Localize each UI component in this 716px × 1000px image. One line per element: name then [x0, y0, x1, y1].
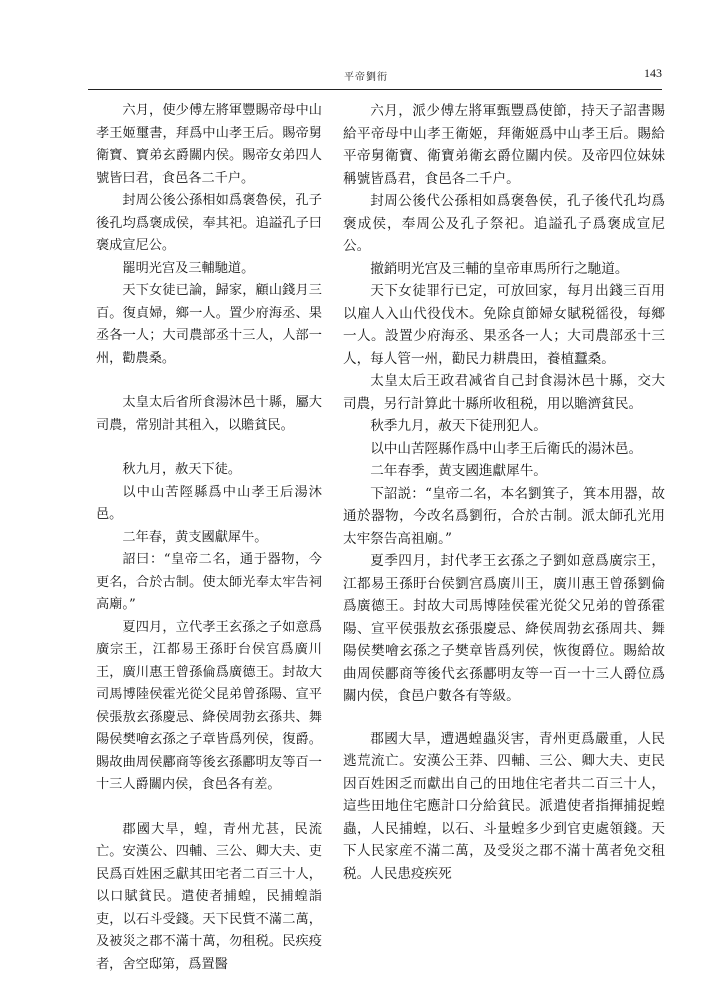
- right-paragraph: 下詔説：“皇帝二名，本名劉箕子，箕本用器，故通於器物，今改名爲劉衎，合於古制。派太師孔光用太牢祭告高祖廟。”: [343, 485, 665, 547]
- left-paragraph: 罷明光宫及三輔馳道。: [122, 260, 255, 276]
- left-paragraph: 二年春，黄支國獻犀牛。: [122, 529, 268, 545]
- right-paragraph: 撤銷明光宫及三輔的皇帝車馬所行之馳道。: [370, 260, 629, 277]
- left-paragraph: 秋九月，赦天下徒。: [122, 462, 242, 477]
- header-rule: [88, 89, 662, 90]
- running-title: 平帝劉衎: [344, 72, 388, 83]
- right-paragraph: 太皇太后王政君减省自己封食湯沐邑十縣，交大司農，另行計算此十縣所收租税，用以贍濟貧民。: [343, 373, 665, 412]
- left-paragraph: 夏四月，立代孝王玄孫之子如意爲廣宗王，江都易王孫盱台侯宫爲廣川王，廣川惠王曾孫倫爲廣德王。封故大司馬博陸侯霍光從父昆弟曾孫陽、宣平侯張敖玄孫慶忌、絳侯周勃玄孫共、舞陽侯樊噲玄孫之子章皆爲列侯，復爵。賜故曲周侯酈商等後玄孫酈明友等百一十三人爵關内侯，食邑各有差。: [96, 619, 322, 792]
- classical-text-column: [96, 100, 322, 980]
- right-paragraph: 夏季四月，封代孝王玄孫之子劉如意爲廣宗王，江都易王孫盱台侯劉宫爲廣川王，廣川惠王曾孫劉倫爲廣德王。封故大司馬博陸侯霍光從父兄弟的曾孫霍陽、宣平侯張敖玄孫張慶忌、絳侯周勃玄孫周共、舞陽侯樊噲玄孫之子樊章皆爲列侯，恢復爵位。賜給故曲周侯酈商等後代玄孫酈明友等一百一十三人爵位爲關内侯，食邑户數各有等級。: [343, 553, 665, 704]
- right-paragraph: 秋季九月，赦天下徒刑犯人。: [370, 418, 547, 434]
- right-paragraph: 封周公後代公孫相如爲褒魯侯，孔子後代孔均爲褒成侯，奉周公及孔子祭祀。追謚孔子爲褒成宣尼公。: [343, 193, 665, 254]
- right-paragraph: 二年春季，黄支國進獻犀牛。: [370, 463, 547, 479]
- left-paragraph: 以中山苦陘縣爲中山孝王后湯沐邑。: [96, 484, 322, 522]
- left-paragraph: 封周公後公孫相如爲褒魯侯，孔子後孔均爲褒成侯，奉其祀。追謚孔子曰褒成宣尼公。: [96, 193, 322, 253]
- left-paragraph: 六月，使少傅左將軍豐賜帝母中山孝王姬璽書，拜爲中山孝王后。賜帝舅衛寶、寶弟玄爵關内侯。賜帝女弟四人號皆曰君，食邑各二千户。: [96, 103, 322, 186]
- right-paragraph: 六月，派少傅左將軍甄豐爲使節，持天子詔書賜給平帝母中山孝王衛姬，拜衛姬爲中山孝王后。賜給平帝舅衛寶、衛寶弟衛玄爵位關内侯。及帝四位妹妹稱號皆爲君，食邑各二千户。: [343, 103, 665, 187]
- left-paragraph: 太皇太后省所食湯沐邑十縣，屬大司農，常别計其租入，以贍貧民。: [96, 395, 322, 433]
- left-paragraph: 天下女徒已論，歸家，顧山錢月三百。復貞婦，鄉一人。置少府海丞、果丞各一人；大司農部丞十三人，人部一州，勸農桑。: [96, 283, 322, 366]
- right-paragraph: 天下女徒罪行已定，可放回家，每月出錢三百用以雇人入山代役伐木。免除貞節婦女賦税徭役，每鄉一人。設置少府海丞、果丞各一人；大司農部丞十三人，每人管一州，勸民力耕農田，養植蠶桑。: [343, 283, 665, 367]
- left-paragraph: 郡國大旱，蝗，青州尤甚，民流亡。安漢公、四輔、三公、卿大夫、吏民爲百姓困乏獻其田宅者二百三十人，以口賦貧民。遣使者捕蝗，民捕蝗詣吏，以石斗受錢。天下民貲不滿二萬，及被災之郡不滿十萬，勿租税。民疾疫者，舍空邸第，爲置醫: [96, 821, 322, 972]
- page-number: 143: [644, 66, 662, 80]
- left-paragraph: 詔曰：“皇帝二名，通于器物，今更名，合於古制。使太師光奉太牢告祠高廟。”: [96, 552, 322, 612]
- running-header: [88, 66, 662, 86]
- right-paragraph: 郡國大旱，遭遇蝗蟲災害，青州更爲嚴重，人民逃荒流亡。安漢公王莽、四輔、三公、卿大夫、吏民因百姓困乏而獻出自己的田地住宅者共二百三十人，這些田地住宅應計口分給貧民。派遣使者指揮捕捉蝗蟲，人民捕蝗，以石、斗量蝗多少到官吏處領錢。天下人民家産不滿二萬，及受災之郡不滿十萬者免交租税。人民患疫疾死: [343, 730, 665, 882]
- translation-column: [343, 100, 665, 980]
- right-paragraph: 以中山苦陘縣作爲中山孝王后衛氏的湯沐邑。: [370, 440, 643, 457]
